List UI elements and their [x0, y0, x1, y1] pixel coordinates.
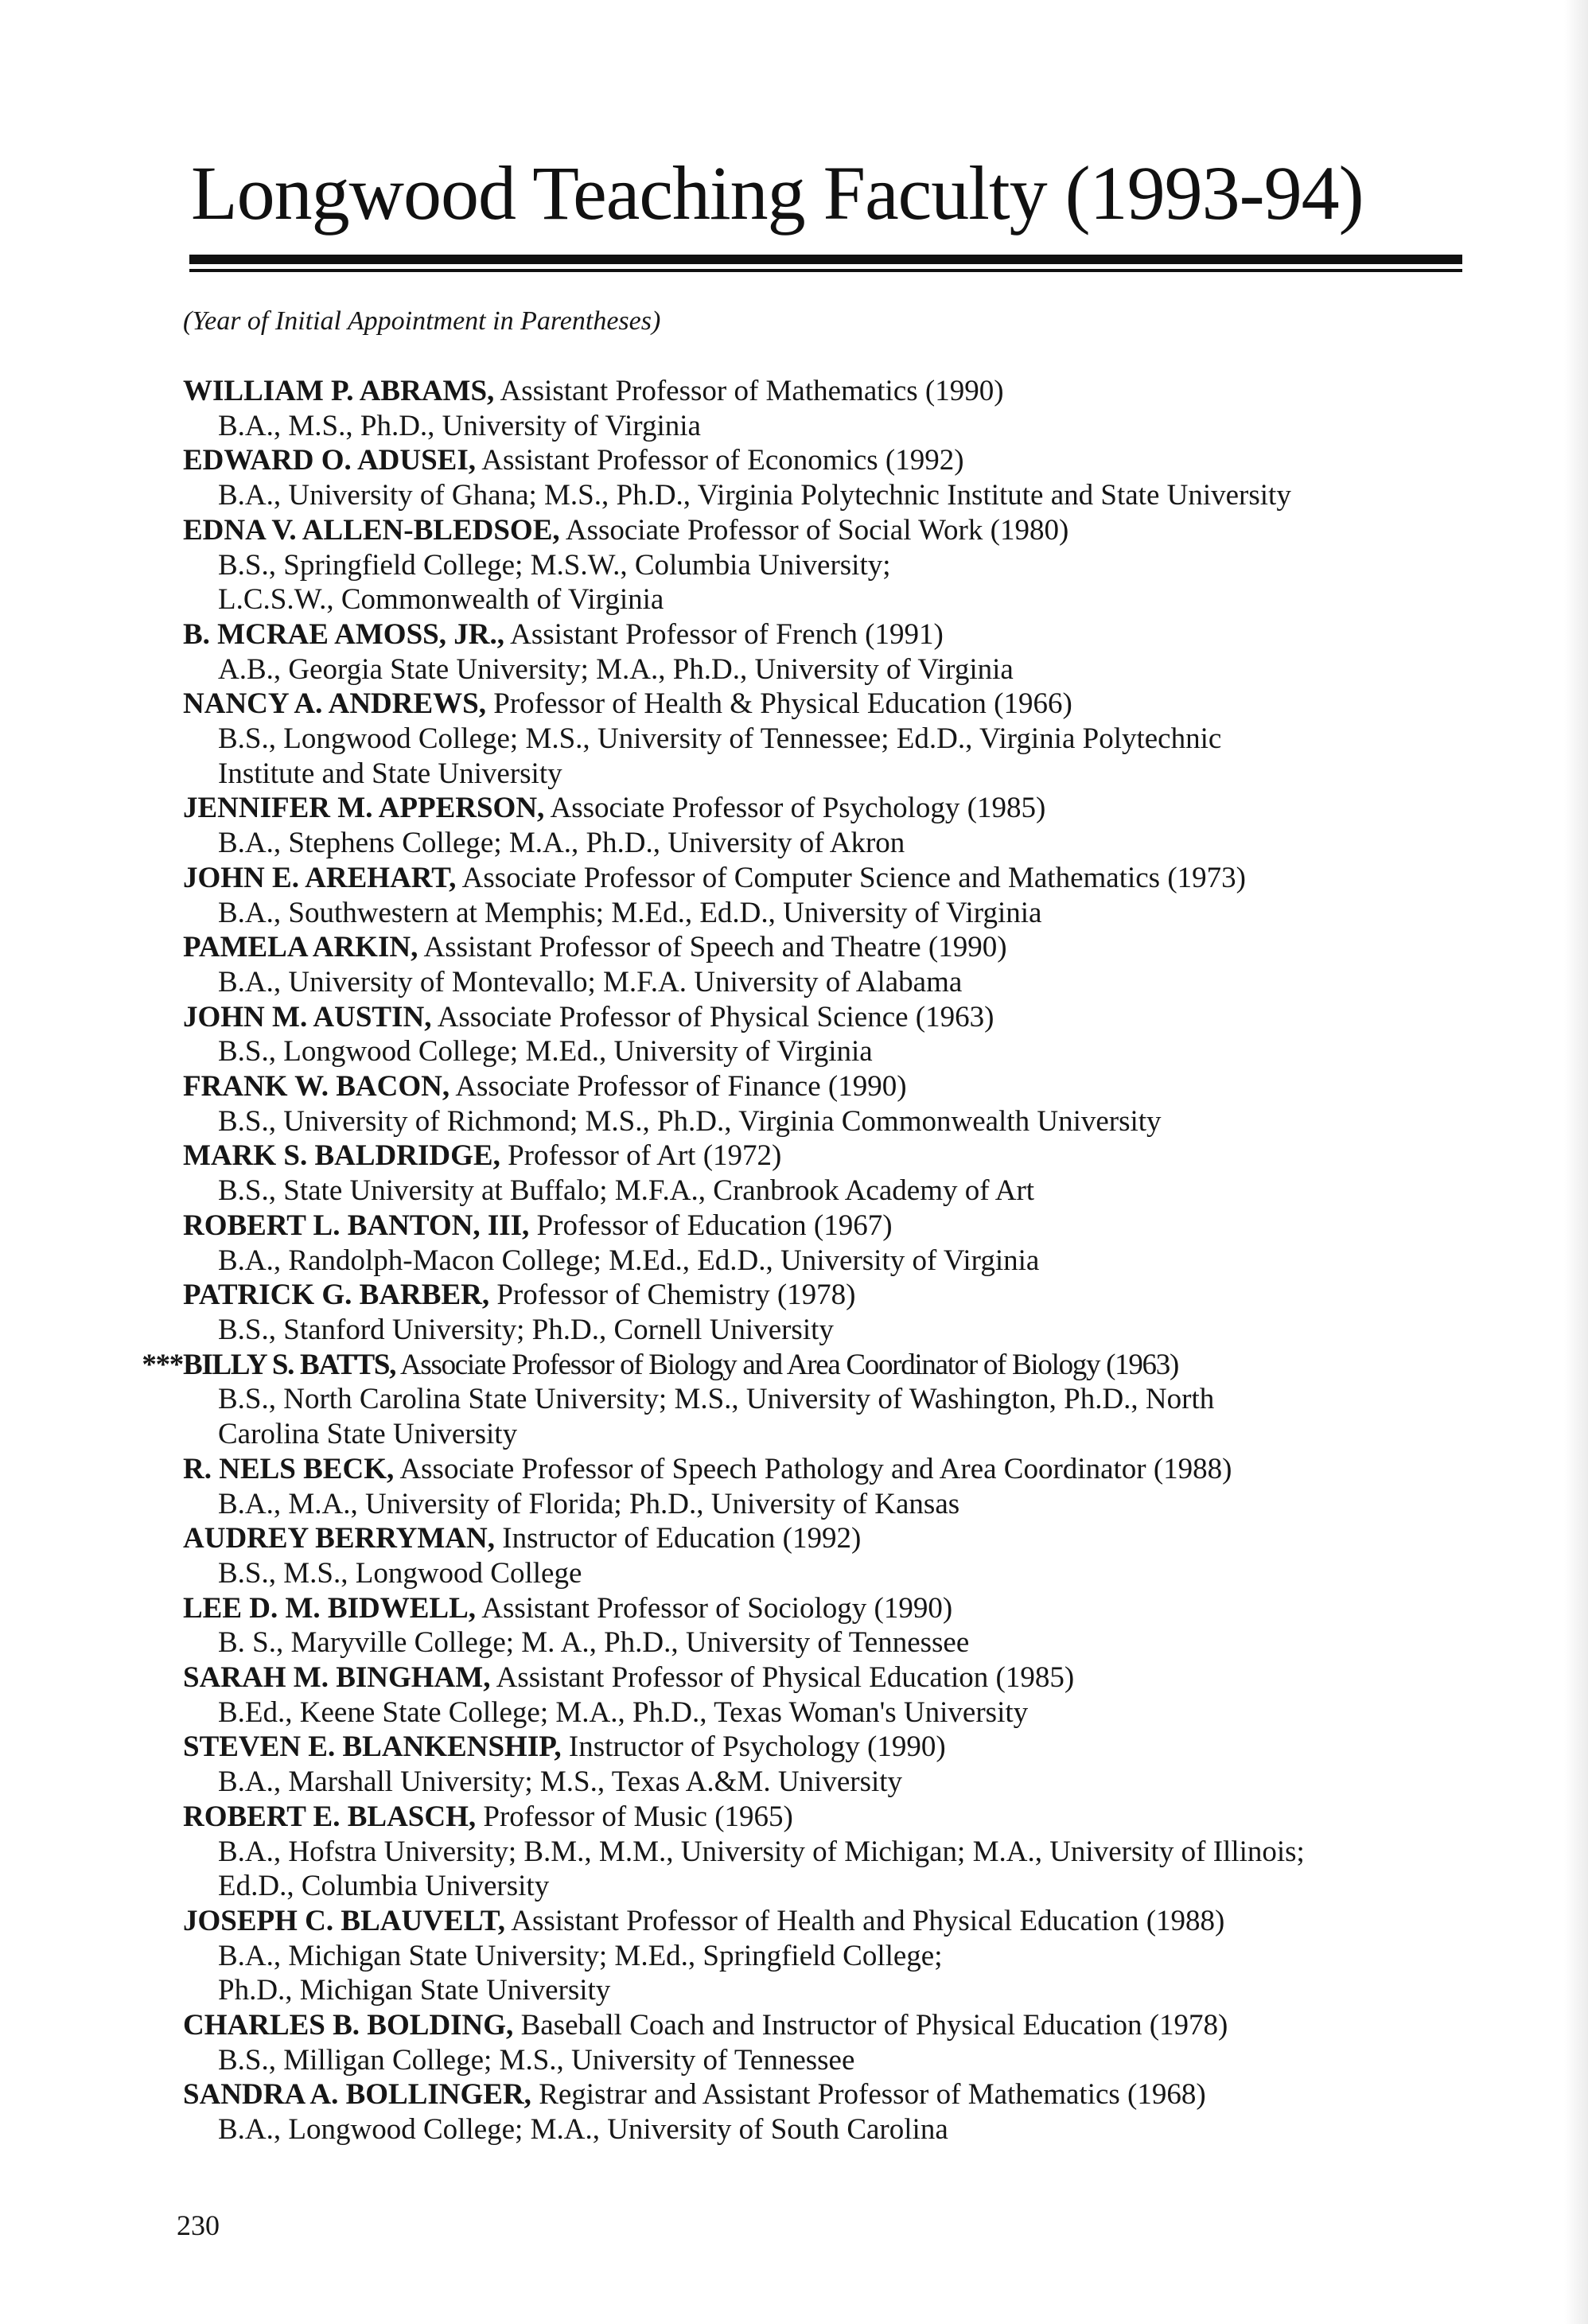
faculty-degrees: B.A., M.S., Ph.D., University of Virginia: [218, 409, 701, 442]
faculty-position: Assistant Professor of Sociology (1990): [476, 1591, 953, 1625]
faculty-degrees: B.S., Springfield College; M.S.W., Columbia University;: [218, 548, 891, 582]
faculty-position: Assistant Professor of Health and Physical Education (1988): [505, 1904, 1225, 1937]
faculty-degrees: B.A., University of Ghana; M.S., Ph.D., Virginia Polytechnic Institute and State University: [218, 479, 1291, 512]
faculty-name-line: [183, 1591, 1472, 1626]
faculty-name: EDWARD O. ADUSEI,: [183, 444, 477, 477]
faculty-degrees: B.S., Longwood College; M.Ed., University of Virginia: [218, 1035, 873, 1069]
faculty-degrees: Ed.D., Columbia University: [218, 1870, 550, 1903]
faculty-entry: [183, 1278, 1472, 1347]
page-number: 230: [177, 2209, 220, 2241]
faculty-position: Associate Professor of Biology and Area Coordinator of Biology (1963): [395, 1348, 1178, 1381]
faculty-degrees: B.A., Randolph-Macon College; M.Ed., Ed.D., University of Virginia: [218, 1244, 1040, 1277]
faculty-name-line: [183, 374, 1472, 409]
faculty-position: Instructor of Education (1992): [495, 1522, 862, 1555]
faculty-name: JOSEPH C. BLAUVELT,: [183, 1904, 506, 1937]
faculty-name: R. NELS BECK,: [183, 1452, 395, 1485]
faculty-entry: [183, 1591, 1472, 1660]
faculty-entry: [183, 1069, 1472, 1139]
faculty-position: Baseball Coach and Instructor of Physical Education (1978): [513, 2009, 1228, 2042]
faculty-name-line: [142, 1348, 1472, 1383]
faculty-name-line: [183, 930, 1472, 965]
faculty-name: SARAH M. BINGHAM,: [183, 1661, 491, 1695]
faculty-entry: [183, 2008, 1472, 2077]
faculty-name: BILLY S. BATTS,: [183, 1348, 396, 1381]
faculty-position: Associate Professor of Social Work (1980): [559, 513, 1069, 547]
faculty-degrees: B.A., University of Montevallo; M.F.A. University of Alabama: [218, 965, 963, 999]
faculty-name: B. MCRAE AMOSS, JR.,: [183, 617, 504, 651]
faculty-name: STEVEN E. BLANKENSHIP,: [183, 1730, 562, 1764]
faculty-name: SANDRA A. BOLLINGER,: [183, 2078, 531, 2112]
faculty-degrees: B.S., M.S., Longwood College: [218, 1556, 582, 1590]
faculty-name: NANCY A. ANDREWS,: [183, 687, 487, 721]
faculty-position: Assistant Professor of Physical Education (1985): [490, 1661, 1075, 1695]
faculty-degrees: B.A., Longwood College; M.A., University of South Carolina: [218, 2113, 948, 2147]
faculty-degrees: B.S., Milligan College; M.S., University of Tennessee: [218, 2043, 855, 2077]
faculty-entry: [183, 1452, 1472, 1521]
faculty-name-line: [183, 1521, 1472, 1556]
faculty-degrees: B.A., Southwestern at Memphis; M.Ed., Ed.D., University of Virginia: [218, 896, 1042, 929]
faculty-name-line: [183, 861, 1472, 896]
faculty-entry: [183, 1730, 1472, 1799]
faculty-name: EDNA V. ALLEN-BLEDSOE,: [183, 513, 560, 547]
faculty-name-line: [183, 687, 1472, 722]
faculty-degrees: B.S., Stanford University; Ph.D., Cornell University: [218, 1313, 834, 1346]
faculty-position: Assistant Professor of Speech and Theatre (1990): [418, 931, 1007, 964]
coordinator-marker: ***: [142, 1348, 183, 1381]
faculty-position: Associate Professor of Speech Pathology and Area Coordinator (1988): [394, 1452, 1232, 1485]
faculty-name-line: [183, 1904, 1472, 1939]
faculty-name: AUDREY BERRYMAN,: [183, 1522, 495, 1555]
faculty-name: WILLIAM P. ABRAMS,: [183, 375, 495, 407]
faculty-name-line: [183, 2077, 1472, 2112]
faculty-degrees: B.A., Hofstra University; B.M., M.M., University of Michigan; M.A., University of Illinois;: [218, 1835, 1305, 1868]
faculty-name: CHARLES B. BOLDING,: [183, 2009, 514, 2042]
faculty-entry: [183, 1521, 1472, 1590]
faculty-name-line: [183, 513, 1472, 548]
faculty-position: Assistant Professor of Mathematics (1990): [494, 375, 1004, 407]
faculty-degrees: Ph.D., Michigan State University: [218, 1974, 611, 2007]
faculty-list: [142, 374, 1472, 2147]
faculty-position: Associate Professor of Psychology (1985): [544, 792, 1046, 825]
faculty-degrees: B.S., University of Richmond; M.S., Ph.D., Virginia Commonwealth University: [218, 1104, 1162, 1138]
faculty-name-line: [183, 1800, 1472, 1835]
faculty-name-line: [183, 1139, 1472, 1174]
faculty-name-line: [183, 791, 1472, 826]
faculty-degrees: B.S., Longwood College; M.S., University of Tennessee; Ed.D., Virginia Polytechnic: [218, 722, 1222, 756]
faculty-entry: [183, 1139, 1472, 1208]
faculty-degrees: B. S., Maryville College; M. A., Ph.D., University of Tennessee: [218, 1626, 970, 1660]
faculty-entry: [183, 443, 1472, 512]
faculty-position: Professor of Music (1965): [476, 1800, 793, 1833]
faculty-degrees: B.A., M.A., University of Florida; Ph.D., University of Kansas: [218, 1487, 960, 1520]
faculty-entry: [183, 791, 1472, 860]
faculty-entry: [183, 1000, 1472, 1069]
faculty-position: Registrar and Assistant Professor of Mathematics (1968): [531, 2078, 1206, 2112]
faculty-position: Professor of Health & Physical Education (1966): [486, 687, 1072, 721]
faculty-entry: [183, 861, 1472, 930]
page-subtitle: (Year of Initial Appointment in Parentheses): [183, 306, 661, 336]
faculty-position: Assistant Professor of French (1991): [504, 617, 944, 651]
faculty-name: FRANK W. BACON,: [183, 1070, 450, 1104]
faculty-name-line: [183, 1452, 1472, 1487]
faculty-name: JENNIFER M. APPERSON,: [183, 792, 545, 825]
faculty-position: Professor of Chemistry (1978): [489, 1279, 856, 1312]
faculty-degrees: B.A., Marshall University; M.S., Texas A.&M. University: [218, 1765, 903, 1799]
faculty-entry: [183, 617, 1472, 687]
faculty-position: Assistant Professor of Economics (1992): [476, 444, 964, 477]
faculty-name: PATRICK G. BARBER,: [183, 1279, 490, 1312]
faculty-position: Professor of Art (1972): [500, 1139, 782, 1173]
faculty-degrees: B.A., Stephens College; M.A., Ph.D., University of Akron: [218, 827, 905, 860]
faculty-degrees: B.S., State University at Buffalo; M.F.A., Cranbrook Academy of Art: [218, 1174, 1035, 1208]
faculty-name-line: [183, 1278, 1472, 1313]
faculty-name-line: [183, 2008, 1472, 2043]
faculty-name-line: [183, 1000, 1472, 1035]
faculty-name: MARK S. BALDRIDGE,: [183, 1139, 500, 1173]
faculty-name: JOHN E. AREHART,: [183, 861, 457, 894]
faculty-name-line: [183, 1069, 1472, 1104]
faculty-name: ROBERT L. BANTON, III,: [183, 1209, 530, 1242]
faculty-name: ROBERT E. BLASCH,: [183, 1800, 477, 1833]
faculty-entry: [183, 687, 1472, 791]
faculty-degrees: L.C.S.W., Commonwealth of Virginia: [218, 583, 664, 617]
faculty-entry: [142, 1348, 1472, 1452]
faculty-degrees: Institute and State University: [218, 757, 562, 790]
faculty-name-line: [183, 617, 1472, 652]
faculty-name-line: [183, 1209, 1472, 1244]
faculty-degrees: Carolina State University: [218, 1418, 518, 1451]
page-edge-shadow: [1564, 0, 1588, 2324]
faculty-degrees: B.S., North Carolina State University; M.S., University of Washington, Ph.D., North: [218, 1383, 1215, 1416]
faculty-name: JOHN M. AUSTIN,: [183, 1000, 432, 1034]
faculty-entry: [183, 513, 1472, 617]
title-rule-thick: [189, 255, 1462, 264]
faculty-degrees: B.Ed., Keene State College; M.A., Ph.D., Texas Woman's University: [218, 1695, 1029, 1729]
faculty-position: Instructor of Psychology (1990): [561, 1730, 946, 1764]
faculty-entry: [183, 374, 1472, 443]
page-title: Longwood Teaching Faculty (1993-94): [191, 150, 1364, 236]
faculty-name: PAMELA ARKIN,: [183, 931, 418, 964]
faculty-entry: [183, 1209, 1472, 1278]
faculty-degrees: A.B., Georgia State University; M.A., Ph.D., University of Virginia: [218, 652, 1014, 686]
faculty-name: LEE D. M. BIDWELL,: [183, 1591, 477, 1625]
faculty-name-line: [183, 1730, 1472, 1765]
faculty-position: Associate Professor of Physical Science (1963): [431, 1000, 994, 1034]
faculty-name-line: [183, 443, 1472, 478]
faculty-position: Professor of Education (1967): [529, 1209, 893, 1242]
faculty-name-line: [183, 1660, 1472, 1695]
faculty-degrees: B.A., Michigan State University; M.Ed., Springfield College;: [218, 1939, 943, 1972]
faculty-entry: [183, 1660, 1472, 1730]
faculty-entry: [183, 1904, 1472, 2008]
faculty-position: Associate Professor of Finance (1990): [450, 1070, 907, 1104]
faculty-position: Associate Professor of Computer Science and Mathematics (1973): [456, 861, 1246, 894]
title-rule-thin: [189, 269, 1462, 272]
faculty-entry: [183, 1800, 1472, 1904]
faculty-entry: [183, 930, 1472, 999]
faculty-entry: [183, 2077, 1472, 2147]
